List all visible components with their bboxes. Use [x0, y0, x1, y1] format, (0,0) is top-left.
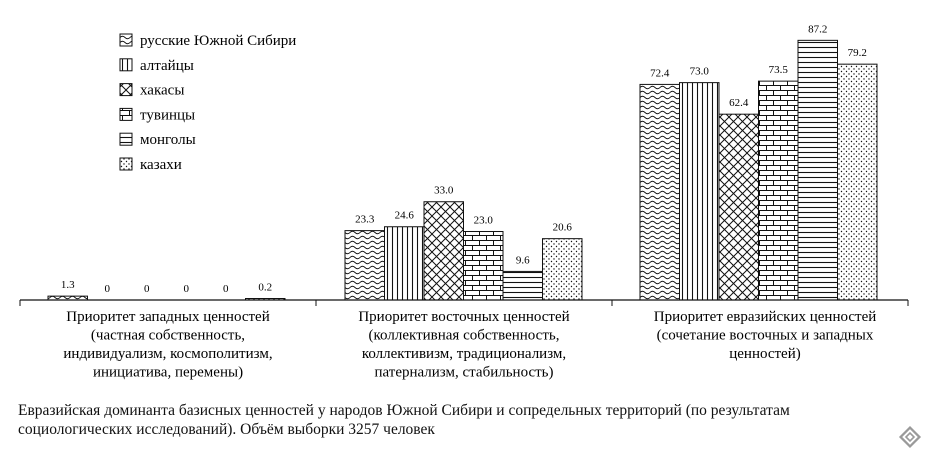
legend-label: тувинцы: [140, 107, 196, 124]
caption-line-1: Евразийская доминанта базисных ценностей у народов Южной Сибири и сопредельных территорий (по результатам: [18, 402, 790, 419]
bar: [543, 239, 583, 300]
x-tick-label: Приоритет западных ценностей (частная собственность, индивидуализм, космополитизм, инициатива, перемены): [63, 309, 273, 381]
data-label: 33.0: [434, 184, 454, 197]
bar: [503, 271, 543, 300]
data-label: 0: [104, 283, 110, 295]
data-label: 79.2: [847, 47, 867, 60]
x-tick-label: Приоритет евразийских ценностей (сочетание восточных и западных ценностей): [653, 309, 877, 362]
legend-swatch: [120, 34, 132, 46]
bar: [719, 114, 759, 300]
bar: [385, 227, 425, 300]
data-label: 0: [223, 283, 229, 295]
data-label: 0: [183, 283, 189, 295]
legend-swatch: [120, 158, 132, 170]
legend-label: хакасы: [140, 82, 185, 99]
legend-label: алтайцы: [140, 57, 194, 74]
legend: [120, 33, 296, 173]
data-label: 23.0: [473, 214, 493, 227]
bar: [759, 81, 799, 300]
data-label: 0.2: [258, 281, 273, 294]
legend-label: монголы: [140, 132, 196, 149]
endless-knot-icon: [898, 425, 922, 449]
data-label: 73.0: [689, 65, 709, 78]
bar: [640, 84, 680, 300]
data-label: 72.4: [650, 67, 670, 80]
data-label: 23.3: [355, 213, 375, 226]
data-label: 73.5: [768, 64, 788, 77]
caption-line-2: социологических исследований). Объём выборки 3257 человек: [18, 421, 435, 438]
bar: [424, 202, 464, 300]
data-label: 20.6: [552, 221, 572, 234]
data-label: 24.6: [394, 209, 414, 222]
data-label: 9.6: [515, 254, 530, 267]
x-axis: [20, 300, 908, 306]
bar: [838, 64, 878, 300]
legend-swatch: [120, 133, 132, 145]
legend-label: русские Южной Сибири: [140, 33, 297, 49]
legend-swatch: [120, 108, 132, 120]
data-label: 1.3: [60, 279, 75, 292]
legend-swatch: [120, 84, 132, 96]
x-tick-labels: [63, 309, 876, 381]
bar: [464, 232, 504, 300]
data-label: 87.2: [808, 23, 828, 36]
bar: [798, 40, 838, 300]
data-label: 62.4: [729, 97, 749, 110]
bar: [345, 231, 385, 300]
figure-caption: [18, 401, 923, 439]
legend-label: казахи: [140, 157, 182, 173]
data-label: 0: [144, 283, 150, 295]
bar: [680, 83, 720, 300]
legend-swatch: [120, 59, 132, 71]
x-tick-label: Приоритет восточных ценностей (коллективная собственность, коллективизм, традиционализм, патернализм, стабильность): [358, 309, 570, 381]
